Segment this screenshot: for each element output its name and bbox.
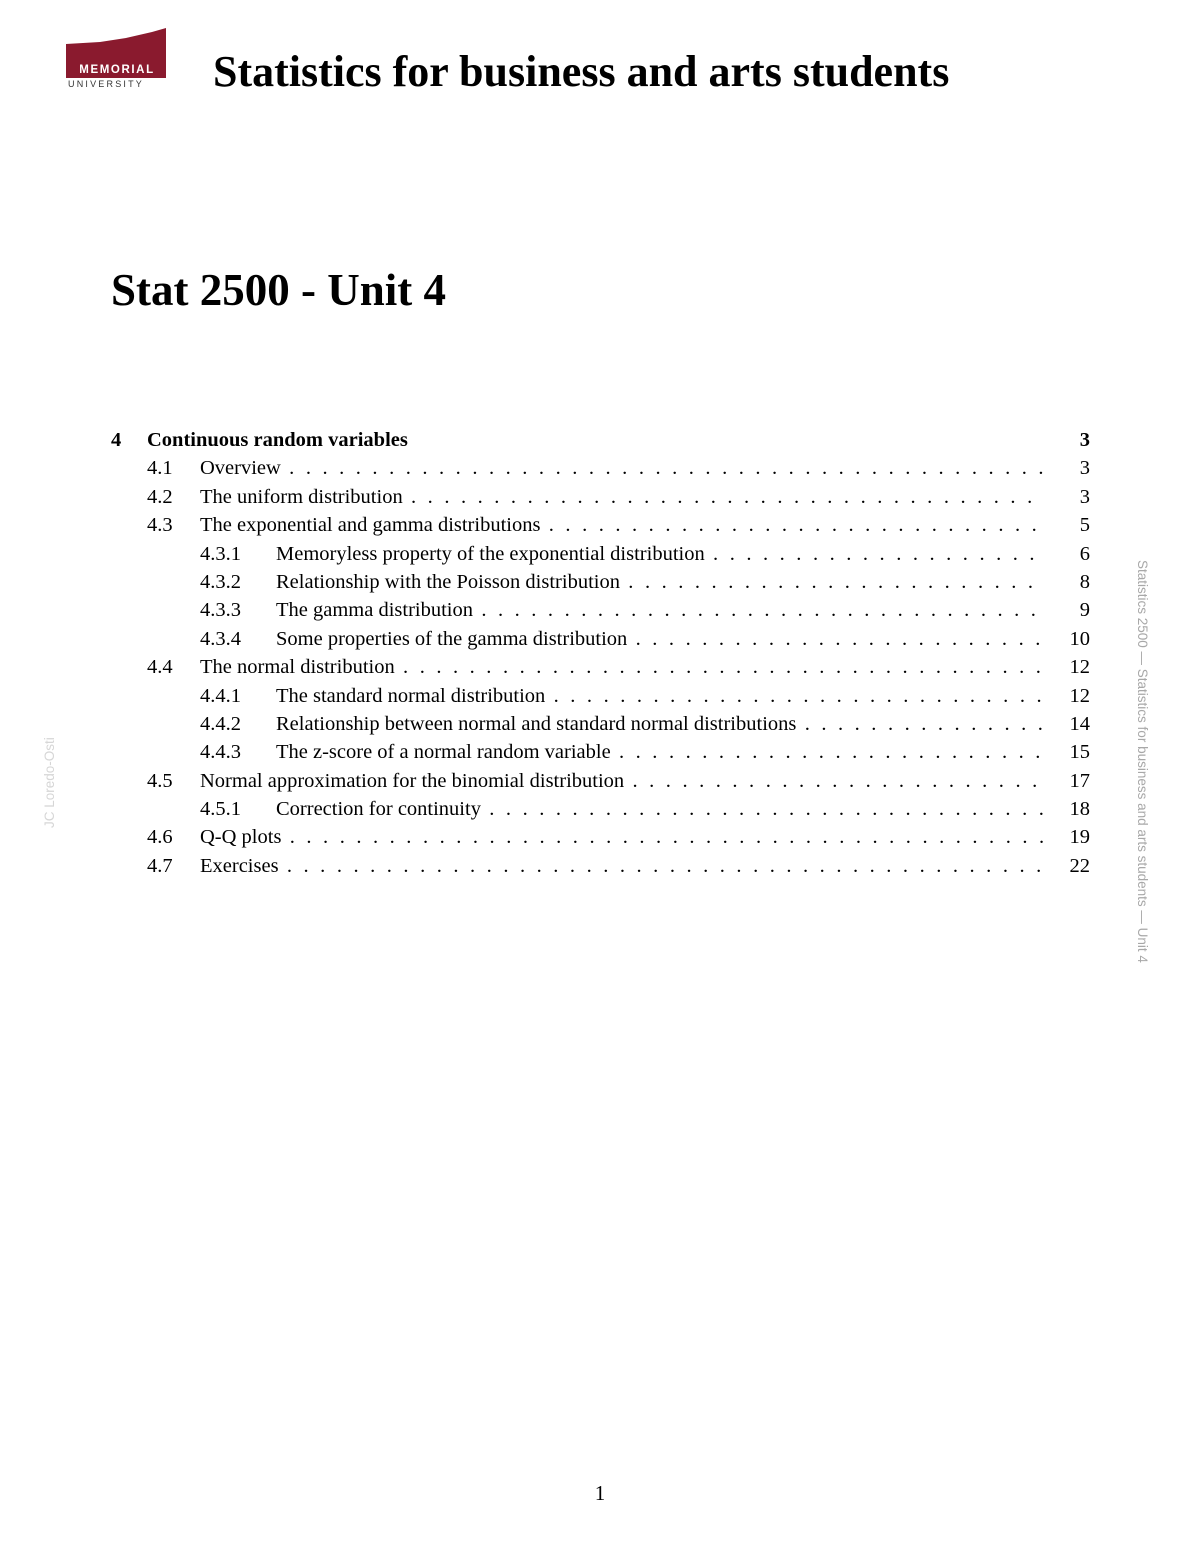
toc-entry-page: 3: [1079, 457, 1090, 480]
toc-entry-number: 4.3.2: [200, 570, 241, 593]
toc-entry-page: 6: [1079, 542, 1090, 565]
toc-entry-number: 4.7: [147, 854, 173, 877]
toc-entry[interactable]: [111, 795, 1091, 823]
toc-entry-title: The normal distribution . . .: [200, 653, 1043, 681]
toc-entry-number: 4.4: [147, 656, 173, 679]
left-margin-author-watermark: JC Loredo-Osti: [42, 737, 57, 828]
table-of-contents: [111, 426, 1091, 880]
toc-entry-number: 4.3.3: [200, 599, 241, 622]
toc-entry-title: Overview . . .: [200, 454, 1043, 482]
toc-entry-page: 9: [1079, 599, 1090, 622]
logo-text-university: UNIVERSITY: [68, 79, 145, 89]
toc-entry-page: 10: [1069, 627, 1090, 650]
toc-entry-page: 3: [1079, 429, 1090, 451]
toc-entry-page: 17: [1069, 769, 1090, 792]
page-number: 1: [594, 1481, 606, 1505]
toc-entry-number: 4.4.3: [200, 741, 241, 764]
toc-entry-title: The exponential and gamma distributions . . .: [200, 511, 1043, 539]
toc-entry[interactable]: [111, 596, 1091, 624]
memorial-university-logo: [66, 28, 168, 92]
toc-entry-title: Correction for continuity . . .: [276, 795, 1043, 823]
toc-entry-number: 4.3.4: [200, 627, 241, 650]
toc-entry[interactable]: [111, 625, 1091, 653]
toc-entry-title: Exercises . . .: [200, 852, 1043, 880]
document-title: Stat 2500 - Unit 4: [111, 265, 446, 315]
toc-entry[interactable]: [111, 511, 1091, 539]
toc-entry-title: The standard normal distribution . . .: [276, 682, 1043, 710]
toc-entry[interactable]: [111, 738, 1091, 766]
toc-entry-page: 19: [1069, 826, 1090, 849]
toc-entry-page: 12: [1069, 684, 1090, 707]
toc-entry-title: Continuous random variables: [147, 429, 408, 451]
toc-entry[interactable]: [111, 682, 1091, 710]
toc-entry[interactable]: [111, 653, 1091, 681]
toc-entry[interactable]: [111, 568, 1091, 596]
toc-entry-number: 4.3.1: [200, 542, 241, 565]
toc-entry-title: The gamma distribution . . .: [276, 596, 1043, 624]
toc-entry-title: Some properties of the gamma distribution . . .: [276, 625, 1043, 653]
toc-entry-page: 18: [1069, 798, 1090, 821]
toc-entry[interactable]: [111, 483, 1091, 511]
header-title: Statistics for business and arts students: [213, 47, 950, 96]
toc-entry-number: 4.5.1: [200, 798, 241, 821]
toc-entry-page: 12: [1069, 656, 1090, 679]
toc-entry-number: 4.5: [147, 769, 173, 792]
toc-entry-page: 15: [1069, 741, 1090, 764]
toc-entry-number: 4.6: [147, 826, 173, 849]
right-margin-running-title: Statistics 2500 — Statistics for business and arts students — Unit 4: [1135, 560, 1150, 963]
toc-entry-title: Normal approximation for the binomial distribution . . .: [200, 767, 1043, 795]
toc-entry[interactable]: [111, 852, 1091, 880]
toc-entry-number: 4.4.2: [200, 712, 241, 735]
toc-entry-page: 8: [1079, 570, 1090, 593]
toc-entry-title: The z-score of a normal random variable . . .: [276, 738, 1043, 766]
toc-entry-number: 4.4.1: [200, 684, 241, 707]
toc-entry-page: 3: [1079, 485, 1090, 508]
toc-entry-number: 4.1: [147, 457, 173, 480]
toc-entry-title: Relationship with the Poisson distribution . . .: [276, 568, 1043, 596]
toc-entry[interactable]: [111, 540, 1091, 568]
toc-entry-number: 4.3: [147, 514, 173, 537]
toc-entry-number: 4: [111, 429, 122, 451]
toc-entry-page: 14: [1069, 712, 1090, 735]
toc-entry[interactable]: [111, 823, 1091, 851]
toc-entry-page: 22: [1069, 854, 1090, 877]
toc-entry-page: 5: [1079, 514, 1090, 537]
toc-entry[interactable]: [111, 710, 1091, 738]
toc-entry-title: Q-Q plots . . .: [200, 823, 1043, 851]
toc-entry[interactable]: [111, 454, 1091, 482]
toc-entry[interactable]: [111, 426, 1091, 454]
toc-entry-title: Relationship between normal and standard normal distributions . . .: [276, 710, 1043, 738]
logo-text-memorial: MEMORIAL: [79, 64, 155, 76]
toc-entry-title: Memoryless property of the exponential distribution . . .: [276, 540, 1043, 568]
toc-entry-title: The uniform distribution . . .: [200, 483, 1043, 511]
toc-entry-number: 4.2: [147, 485, 173, 508]
toc-entry[interactable]: [111, 767, 1091, 795]
